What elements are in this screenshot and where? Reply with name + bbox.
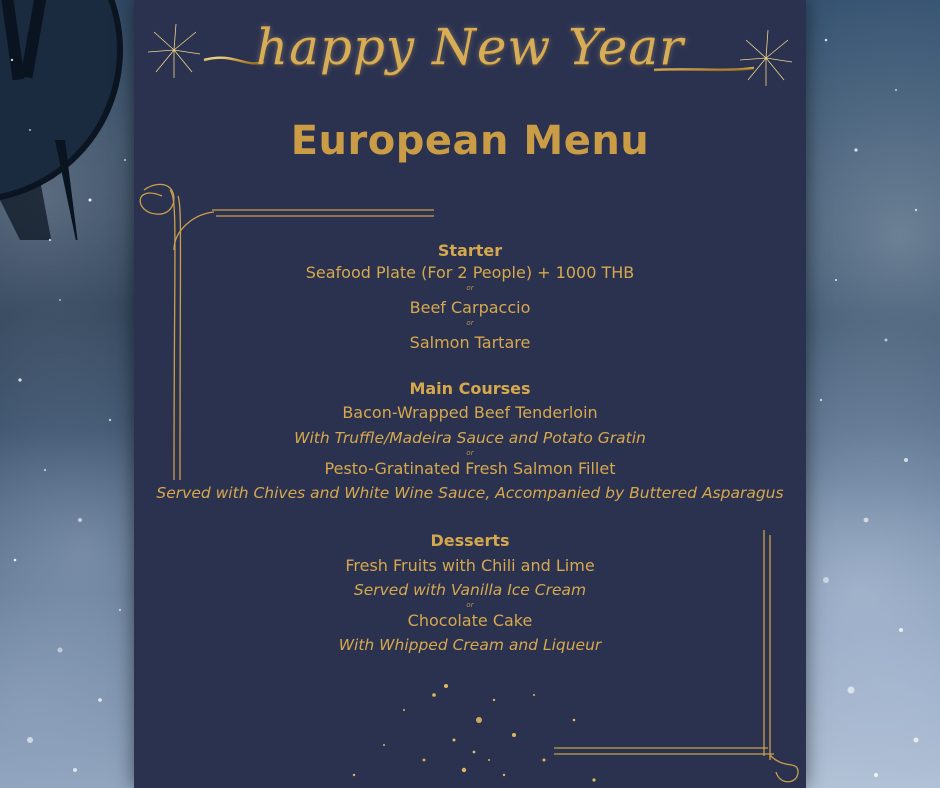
menu-item: Pesto-Gratinated Fresh Salmon Fillet [324,459,616,478]
menu-item: Fresh Fruits with Chili and Lime [345,556,595,575]
menu-item: Seafood Plate (For 2 People) + 1000 THB [305,263,635,282]
menu-item-description: Served with Chives and White Wine Sauce, Accompanied by Buttered Asparagus [156,484,784,502]
or-separator: or [466,449,474,457]
section-heading-desserts: Desserts [430,531,510,550]
menu-item: Bacon-Wrapped Beef Tenderloin [342,403,598,422]
menu-list [134,240,806,656]
menu-item: Salmon Tartare [409,333,531,352]
section-heading-starter: Starter [437,241,503,260]
menu-item: Chocolate Cake [407,611,533,630]
or-separator: or [466,319,474,327]
menu-title: European Menu [290,118,650,164]
section-heading-mains: Main Courses [409,379,531,398]
menu-panel [134,0,806,788]
menu-item-description: With Whipped Cream and Liqueur [338,636,602,654]
left-background [0,0,140,788]
menu-item-description: Served with Vanilla Ice Cream [353,581,587,599]
headline-banner [134,10,806,100]
menu-item-description: With Truffle/Madeira Sauce and Potato Gratin [294,429,646,447]
right-background [806,0,940,788]
or-separator: or [466,284,474,292]
menu-item: Beef Carpaccio [409,298,531,317]
or-separator: or [466,601,474,609]
headline-text: happy New Year [255,18,685,76]
